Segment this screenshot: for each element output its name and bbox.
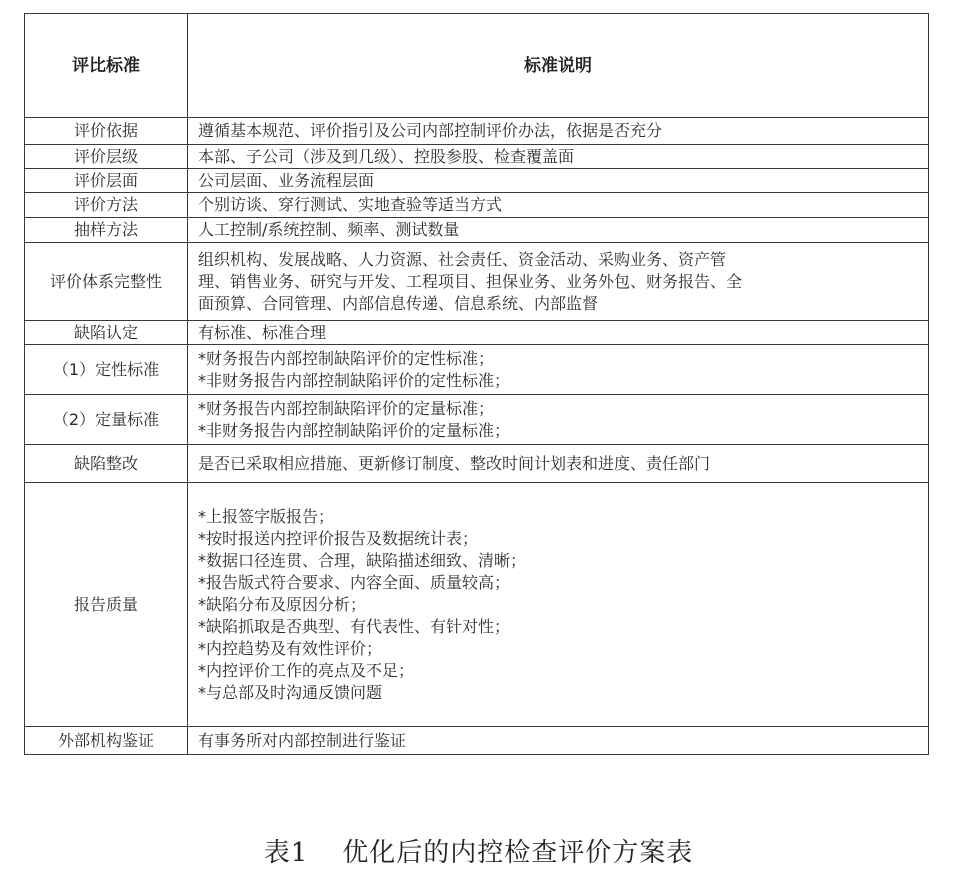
column-header-criterion: 评比标准 [25,14,188,118]
row-criterion: 外部机构鉴证 [25,727,188,755]
table-row [25,445,929,483]
table-row [25,483,929,727]
description-line: 有事务所对内部控制进行鉴证 [198,730,407,750]
row-criterion: 缺陷认定 [25,321,188,345]
row-description [188,345,929,395]
description-line: *内控评价工作的亮点及不足； [198,660,415,680]
row-criterion: 评价层级 [25,145,188,169]
column-header-description: 标准说明 [188,14,929,118]
row-description [188,169,929,193]
row-criterion: 抽样方法 [25,218,188,243]
row-criterion: 缺陷整改 [25,445,188,483]
row-description [188,193,929,218]
table-row [25,169,929,193]
description-line: 有标准、标准合理 [198,322,327,342]
description-line: *数据口径连贯、合理，缺陷描述细致、清晰； [198,550,527,570]
row-criterion: （1）定性标准 [25,345,188,395]
description-line: 人工控制/系统控制、频率、测试数量 [198,220,460,239]
description-line: *与总部及时沟通反馈问题 [198,682,383,702]
table-row [25,321,929,345]
row-description [188,483,929,727]
description-line: 是否已采取相应措施、更新修订制度、整改时间计划表和进度、责任部门 [198,453,711,473]
description-line: *缺陷分布及原因分析； [198,594,367,614]
evaluation-table [24,13,929,755]
caption-title: 优化后的内控检查评价方案表 [342,838,694,868]
table-body [25,118,929,755]
caption-number: 表1 [263,838,309,868]
description-line: 个别访谈、穿行测试、实地查验等适当方式 [198,195,503,214]
row-description [188,118,929,145]
row-criterion: 评价层面 [25,169,188,193]
row-criterion: （2）定量标准 [25,395,188,445]
description-line: *财务报告内部控制缺陷评价的定性标准； [198,348,495,368]
description-line: 本部、子公司（涉及到几级）、控股参股、检查覆盖面 [198,146,575,166]
description-line: 遵循基本规范、评价指引及公司内部控制评价办法，依据是否充分 [198,121,663,140]
description-line: *按时报送内控评价报告及数据统计表； [198,528,479,548]
table-row [25,118,929,145]
row-description [188,321,929,345]
table-row [25,218,929,243]
description-line: *报告版式符合要求、内容全面、质量较高； [198,572,511,592]
table-row [25,145,929,169]
description-line: *非财务报告内部控制缺陷评价的定量标准； [198,420,511,440]
table-header-row [25,14,929,118]
row-description [188,218,929,243]
row-description [188,145,929,169]
description-line: *缺陷抓取是否典型、有代表性、有针对性； [198,616,511,636]
row-criterion: 评价方法 [25,193,188,218]
description-line: 面预算、合同管理、内部信息传递、信息系统、内部监督 [198,293,599,313]
description-line: *内控趋势及有效性评价； [198,638,383,658]
row-description [188,243,929,321]
row-description [188,445,929,483]
description-line: *财务报告内部控制缺陷评价的定量标准； [198,398,495,418]
table-caption [0,832,957,869]
table-row [25,243,929,321]
table-row [25,727,929,755]
table-row [25,345,929,395]
row-criterion: 评价依据 [25,118,188,145]
description-line: *上报签字版报告； [198,506,335,526]
description-line: *非财务报告内部控制缺陷评价的定性标准； [198,370,511,390]
description-line: 公司层面、业务流程层面 [198,170,375,190]
description-line: 理、销售业务、研究与开发、工程项目、担保业务、业务外包、财务报告、全 [198,271,743,291]
row-criterion: 评价体系完整性 [25,243,188,321]
table-row [25,193,929,218]
row-description [188,395,929,445]
row-criterion: 报告质量 [25,483,188,727]
table-row [25,395,929,445]
row-description [188,727,929,755]
description-line: 组织机构、发展战略、人力资源、社会责任、资金活动、采购业务、资产管 [198,249,727,269]
